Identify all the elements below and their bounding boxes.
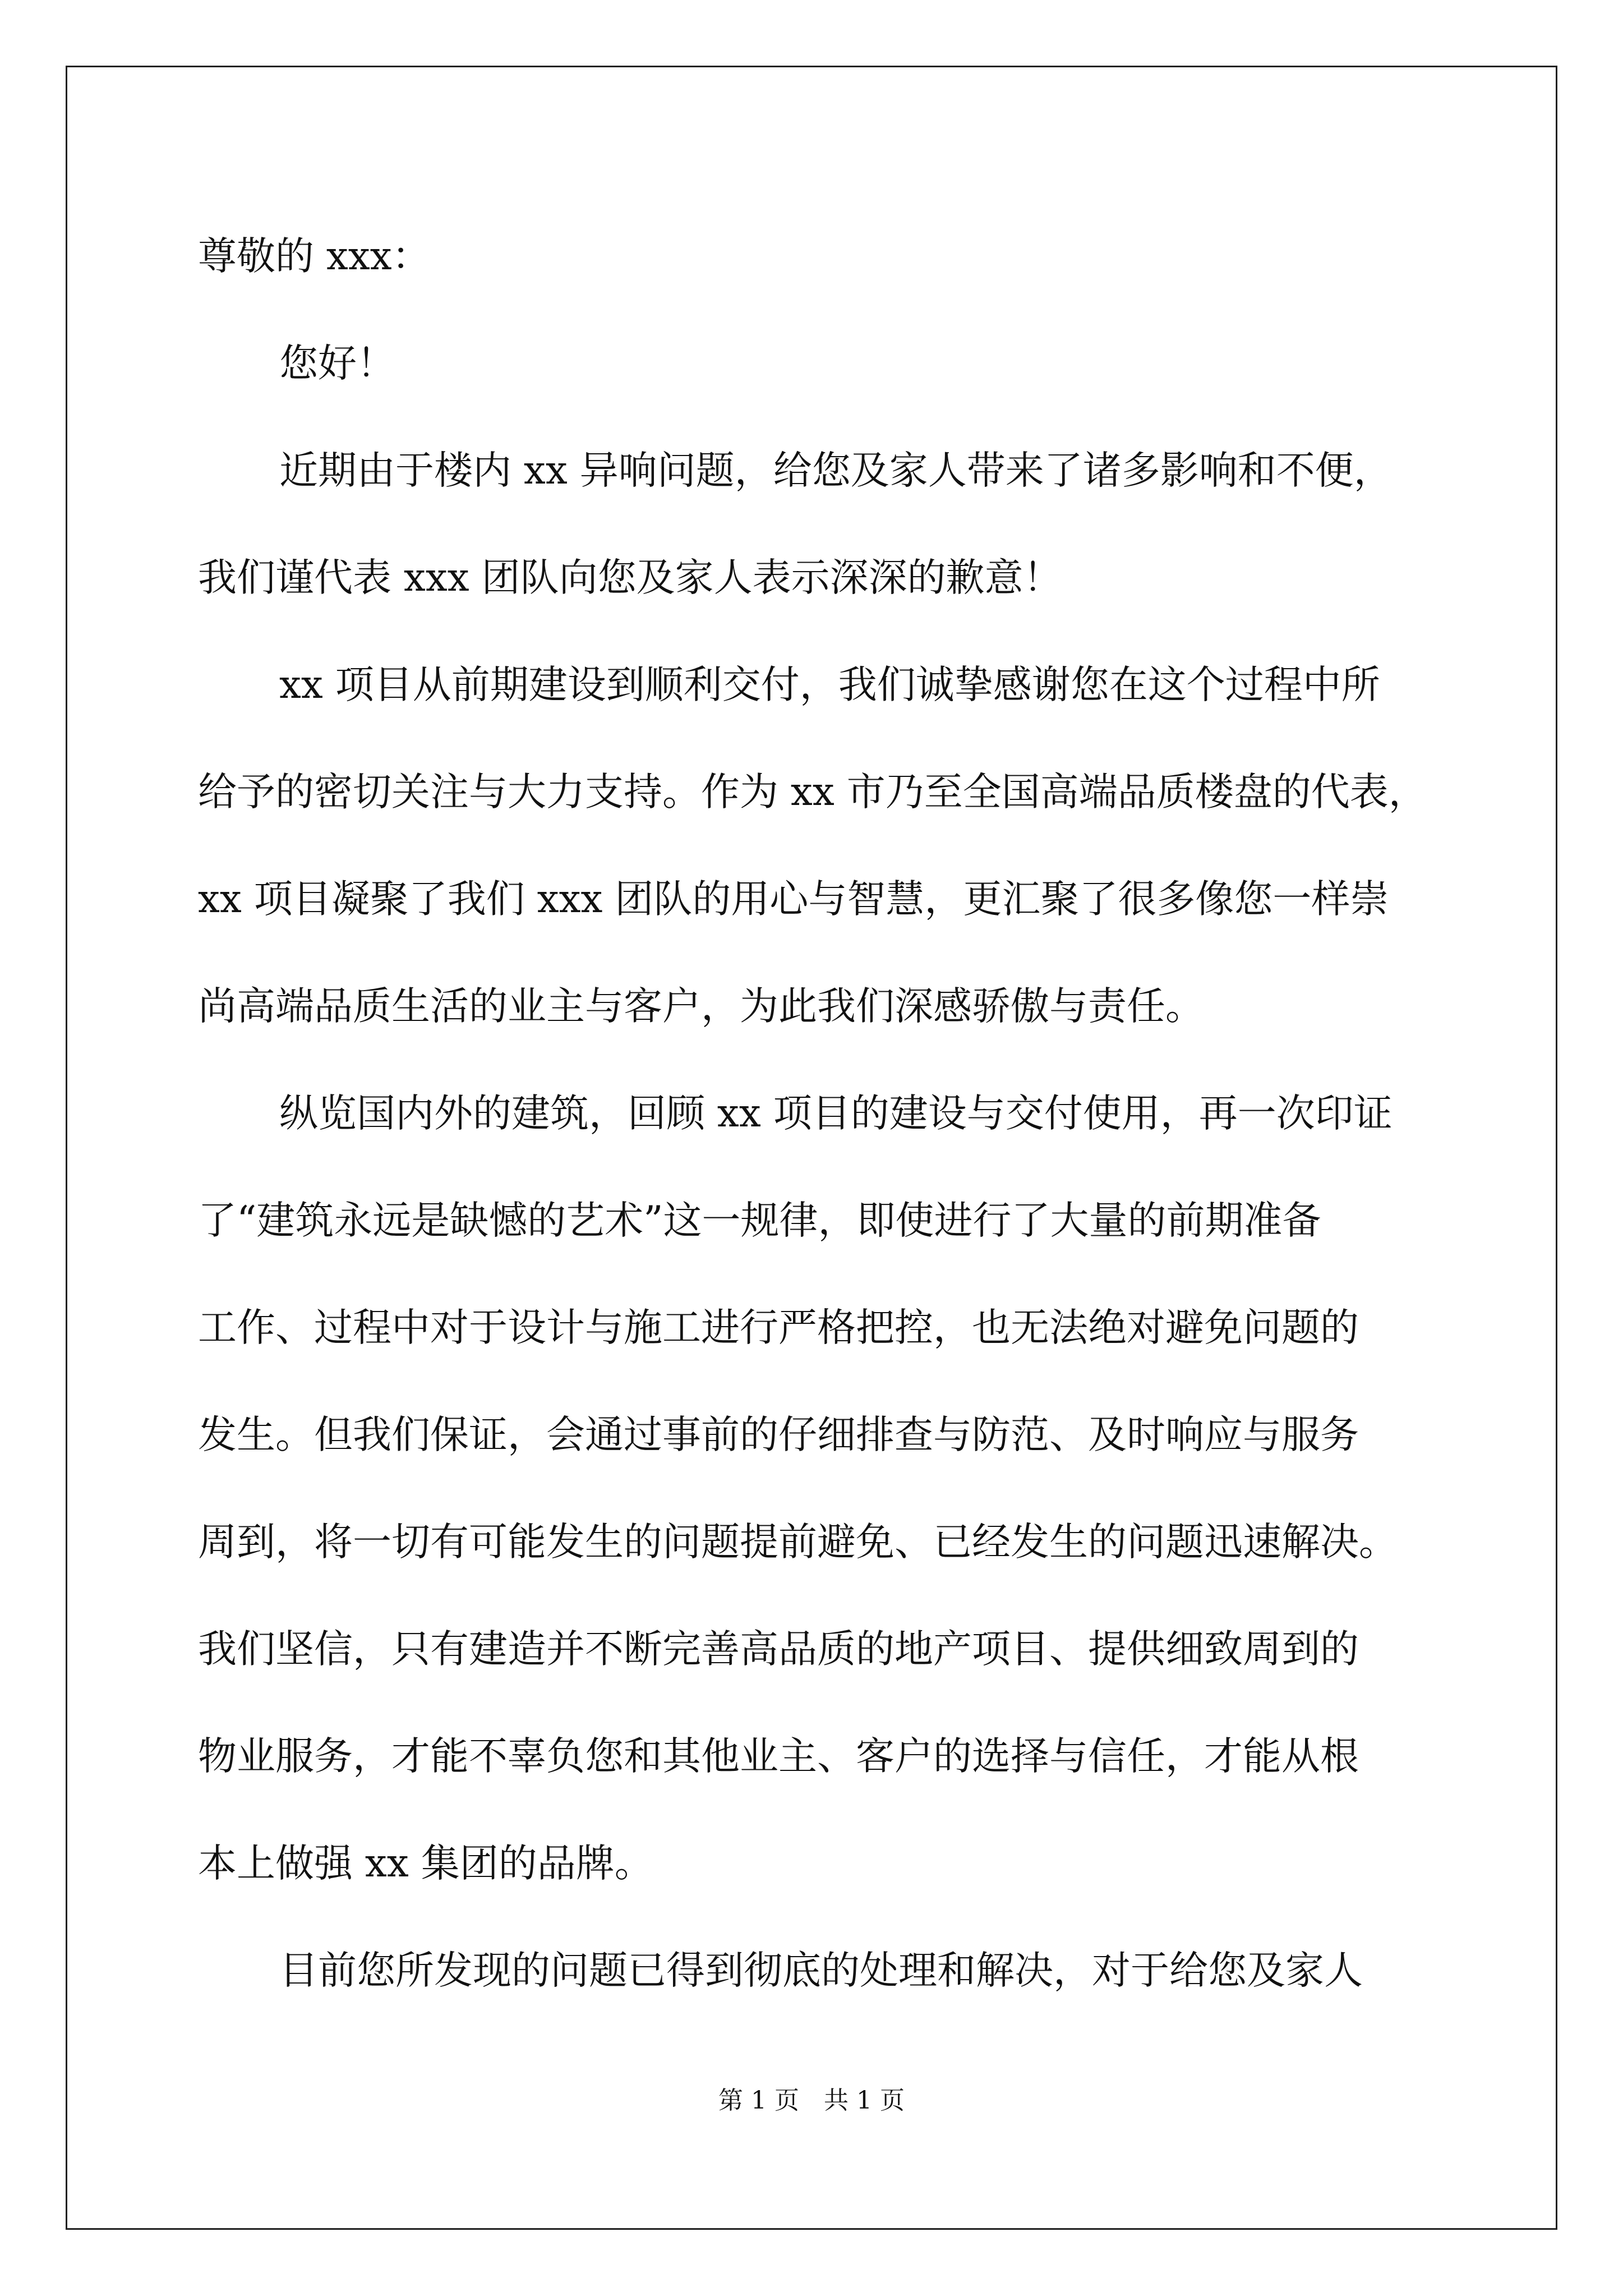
- greeting-line: 您好！: [279, 341, 395, 386]
- paragraph-line: xx 项目从前期建设到顺利交付，我们诚挚感谢您在这个过程中所: [279, 662, 1380, 707]
- paragraph-line: 周到，将一切有可能发生的问题提前避免、已经发生的问题迅速解决。: [198, 1520, 1398, 1565]
- paragraph-line: 纵览国内外的建筑，回顾 xx 项目的建设与交付使用，再一次印证: [279, 1091, 1393, 1136]
- paragraph-line: 了“建筑永远是缺憾的艺术”这一规律，即使进行了大量的前期准备: [198, 1198, 1321, 1243]
- paragraph-line: 发生。但我们保证，会通过事前的仔细排查与防范、及时响应与服务: [198, 1412, 1359, 1457]
- page-number-footer: 第 1 页 共 1 页: [718, 2086, 905, 2115]
- paragraph-line: xx 项目凝聚了我们 xxx 团队的用心与智慧，更汇聚了很多像您一样崇: [198, 877, 1389, 922]
- paragraph-line: 我们谨代表 xxx 团队向您及家人表示深深的歉意！: [198, 555, 1062, 600]
- paragraph-line: 本上做强 xx 集团的品牌。: [198, 1841, 653, 1886]
- paragraph-line: 物业服务，才能不辜负您和其他业主、客户的选择与信任，才能从根: [198, 1734, 1359, 1779]
- paragraph-line: 工作、过程中对于设计与施工进行严格把控，也无法绝对避免问题的: [198, 1305, 1359, 1350]
- salutation-line: 尊敬的 xxx：: [198, 234, 431, 279]
- paragraph-line: 目前您所发现的问题已得到彻底的处理和解决，对于给您及家人: [279, 1948, 1363, 1993]
- paragraph-line: 给予的密切关注与大力支持。作为 xx 市乃至全国高端品质楼盘的代表，: [198, 770, 1427, 815]
- paragraph-line: 我们坚信，只有建造并不断完善高品质的地产项目、提供细致周到的: [198, 1627, 1359, 1672]
- paragraph-line: 近期由于楼内 xx 异响问题，给您及家人带来了诸多影响和不便，: [279, 448, 1393, 493]
- paragraph-line: 尚高端品质生活的业主与客户，为此我们深感骄傲与责任。: [198, 984, 1204, 1029]
- letter-body: [198, 230, 1449, 2051]
